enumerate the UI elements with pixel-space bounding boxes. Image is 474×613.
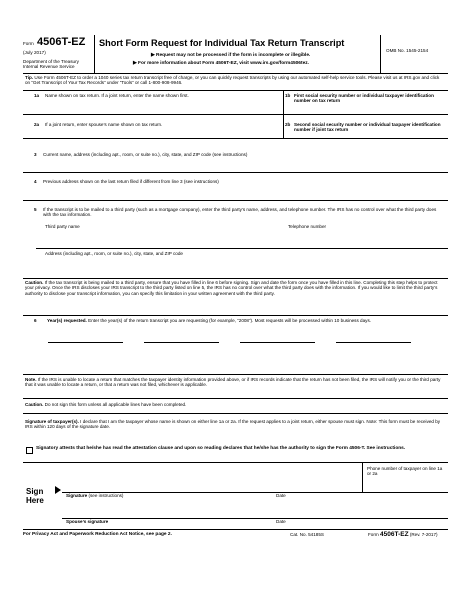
field-3-num: 3 bbox=[34, 152, 37, 157]
dept-line-2: Internal Revenue Service bbox=[23, 64, 75, 69]
caution-1-label: Caution. bbox=[25, 280, 44, 285]
tip-block bbox=[25, 75, 445, 86]
form-title: Short Form Request for Individual Tax Return Transcript bbox=[99, 38, 345, 48]
signature-field[interactable] bbox=[62, 480, 272, 502]
field-5-label: If the transcript is to be mailed to a third party (such as a mortgage company), enter the third party’s name, address, and telephone number. The IRS has no control over what the third party does with the tax information. bbox=[43, 207, 437, 218]
privacy-notice: For Privacy Act and Paperwork Reduction Act Notice, see page 2. bbox=[23, 532, 172, 537]
field-4-label: Previous address shown on the last return filed if different from line 3 (see instructions) bbox=[43, 179, 219, 184]
field-1b[interactable] bbox=[283, 90, 448, 114]
year-input-1[interactable] bbox=[48, 332, 123, 343]
header-bullet-1: ▶ Request may not be processed if the form is incomplete or illegible. bbox=[151, 53, 311, 58]
tip-label: Tip. bbox=[25, 75, 34, 80]
field-4[interactable] bbox=[23, 172, 448, 200]
attestation-checkbox[interactable] bbox=[26, 447, 33, 454]
form-id-block bbox=[23, 35, 93, 73]
field-1b-label: First social security number or individual taxpayer identification number on tax return bbox=[294, 93, 434, 104]
field-2a[interactable] bbox=[23, 114, 283, 138]
spouse-signature-field[interactable] bbox=[62, 506, 272, 528]
note-block bbox=[25, 377, 445, 388]
signature-date-label: Date bbox=[276, 493, 286, 498]
caution-1-text: If the tax transcript is being mailed to a third party, ensure that you have filled in line 6 before signing. Sign and date the form once you have filled in this line. Completing this step helps to protect your privacy. Once the IRS discloses your IRS transcript to the third party listed on line 5, the IRS has no control over what the third party does with the information. If you would like to limit the third party’s authority to disclose your transcript information, you can specify this limitation in your written agreement with the third party. bbox=[25, 280, 438, 296]
form-prefix: Form bbox=[23, 41, 34, 46]
signature-declaration bbox=[25, 419, 445, 430]
caution-2-text: Do not sign this form unless all applicable lines have been completed. bbox=[44, 402, 187, 407]
field-1a-num: 1a bbox=[34, 93, 40, 98]
signature-label-bold: Signature bbox=[66, 493, 88, 498]
form-header bbox=[23, 35, 448, 73]
field-2a-label: If a joint return, enter spouse’s name shown on tax return. bbox=[45, 122, 163, 127]
attestation-text: Signatory attests that he/she has read the attestation clause and upon so reading declares that he/she has the authority to sign the Form 4506-T. See instructions. bbox=[36, 446, 406, 451]
field-3[interactable] bbox=[23, 138, 448, 172]
field-3-label: Current name, address (including apt., room, or suite no.), city, state, and ZIP code (see instructions) bbox=[43, 152, 248, 157]
line-6-num: 6 bbox=[34, 318, 37, 323]
field-2b[interactable] bbox=[283, 114, 448, 138]
form-footer bbox=[23, 531, 448, 541]
signature-label bbox=[66, 493, 123, 498]
signature-date-field[interactable] bbox=[272, 480, 448, 502]
catalog-number: Cat. No. 54185S bbox=[290, 532, 324, 537]
note-label: Note. bbox=[25, 377, 37, 382]
footer-form-name: 4506T-EZ bbox=[380, 531, 409, 538]
third-party-name-field[interactable] bbox=[23, 222, 283, 244]
signature-note: (see instructions) bbox=[88, 493, 124, 498]
field-2a-num: 2a bbox=[34, 122, 40, 127]
caution-block-2 bbox=[25, 402, 445, 407]
omb-number: OMB No. 1545-2154 bbox=[386, 48, 429, 53]
footer-form-prefix: Form bbox=[368, 532, 379, 537]
spouse-date-field[interactable] bbox=[272, 506, 448, 528]
line-6-text: Enter the year(s) of the return transcript you are requesting (for example, “2008”). Most requests will be processed within 10 business days. bbox=[88, 318, 372, 323]
here-label: Here bbox=[26, 496, 44, 505]
spouse-signature-label: Spouse’s signature bbox=[66, 519, 109, 524]
line-6-label: Year(s) requested. bbox=[47, 318, 87, 323]
field-2b-label: Second social security number or individual taxpayer identification number if joint tax return bbox=[294, 122, 441, 133]
field-1a[interactable] bbox=[23, 90, 283, 114]
field-1a-label: Name shown on tax return. If a joint return, enter the name shown first. bbox=[45, 93, 189, 98]
footer-form-rev: (Rev. 7-2017) bbox=[409, 532, 438, 537]
year-input-3[interactable] bbox=[240, 332, 315, 343]
form-name: 4506T-EZ bbox=[37, 36, 86, 48]
telephone-number-label: Telephone number bbox=[288, 224, 327, 229]
caution-block-1 bbox=[25, 280, 445, 296]
form-revision: (July 2017) bbox=[23, 50, 46, 55]
third-party-address-label: Address (including apt., room, or suite no.), city, state, and ZIP code bbox=[45, 251, 183, 256]
field-2b-num: 2b bbox=[285, 122, 291, 127]
field-1b-num: 1b bbox=[285, 93, 291, 98]
year-input-4[interactable] bbox=[336, 332, 411, 343]
year-input-2[interactable] bbox=[144, 332, 219, 343]
note-text: If the IRS is unable to locate a return that matches the taxpayer identity information provided above, or if IRS records indicate that the return has not been filed, the IRS will notify you or the third party that it was unable to locate a return, or that a return was not filed, whichever is applicable. bbox=[25, 377, 441, 388]
signature-decl-text: I declare that I am the taxpayer whose name is shown on either line 1a or 2a. If the request applies to a joint return, either spouse must sign. Note: This form must be received by IRS within 120 days of the signature date. bbox=[25, 419, 441, 430]
caution-2-label: Caution. bbox=[25, 402, 44, 407]
telephone-number-field[interactable] bbox=[283, 222, 448, 244]
field-4-num: 4 bbox=[34, 179, 37, 184]
sign-label: Sign bbox=[26, 487, 44, 496]
dept-line-1: Department of the Treasury bbox=[23, 59, 79, 64]
third-party-address-field[interactable] bbox=[23, 248, 448, 278]
spouse-date-label: Date bbox=[276, 519, 286, 524]
field-5-num: 5 bbox=[34, 207, 37, 212]
header-bullet-2: ▶ For more information about Form 4506T-EZ, visit www.irs.gov/form4506tez. bbox=[133, 61, 309, 66]
phone-number-label: Phone number of taxpayer on line 1a or 2a bbox=[367, 466, 443, 477]
footer-form-id bbox=[368, 532, 438, 537]
third-party-name-label: Third party name bbox=[45, 224, 80, 229]
tip-text: Use Form 4506T-EZ to order a 1040 series tax return transcript free of charge, or you can quickly request transcripts by using our automated self-help service tools. Please visit us at IRS.gov and click on “Get Transcript of Your Tax Records” under “Tools” or call 1-800-908-9946. bbox=[25, 75, 440, 86]
signature-decl-label: Signature of taxpayer(s). bbox=[25, 419, 79, 424]
